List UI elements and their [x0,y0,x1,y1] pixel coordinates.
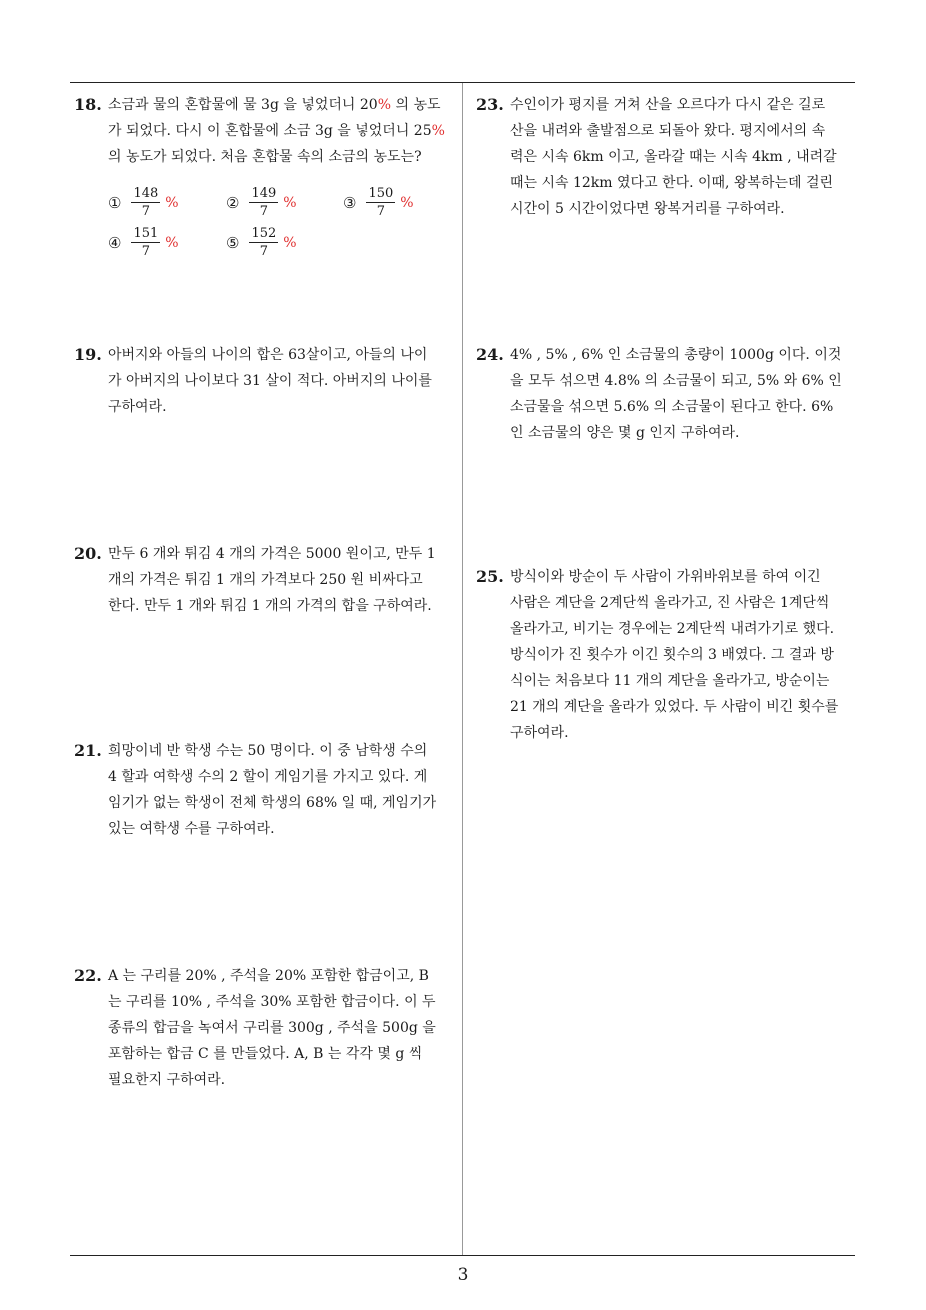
problem-line: 시간이 5 시간이었다면 왕복거리를 구하여라. [510,201,785,217]
problem-23 [476,92,861,222]
choice-4[interactable] [108,226,179,259]
choice-1[interactable] [108,186,179,219]
problem-line: 임기가 없는 학생이 전체 학생의 68% 일 때, 게임기가 [108,795,437,811]
problem-number: 21. [74,741,102,760]
problem-text [108,738,459,842]
problem-number: 24. [476,345,504,364]
problem-line: 희망이네 반 학생 수는 50 명이다. 이 중 남학생 수의 [108,743,428,759]
choice-5[interactable] [226,226,297,259]
choice-mark: ④ [108,233,122,252]
percent-sign: % [165,234,179,251]
problem-20 [74,541,459,619]
problem-number: 19. [74,345,102,364]
problem-line: 소금과 물의 혼합물에 물 3g 을 넣었더니 20% 의 농도 [108,97,441,113]
problem-line: 종류의 합금을 녹여서 구리를 300g , 주석을 500g 을 [108,1020,436,1036]
problem-line: 포함하는 합금 C 를 만들었다. A, B 는 각각 몇 g 씩 [108,1046,423,1062]
problem-line: 있는 여학생 수를 구하여라. [108,821,275,837]
problem-line: 가 아버지의 나이보다 31 살이 적다. 아버지의 나이를 [108,373,432,389]
problem-line: 수인이가 평지를 거쳐 산을 오르다가 다시 같은 길로 [510,97,826,113]
fraction [366,186,395,219]
problem-18 [74,92,459,170]
problem-line: 4 할과 여학생 수의 2 할이 게임기를 가지고 있다. 게 [108,769,428,785]
page-number: 3 [457,1265,469,1285]
problem-line: 4% , 5% , 6% 인 소금물의 총량이 1000g 이다. 이것 [510,347,842,363]
numerator: 148 [133,186,159,201]
bottom-rule [70,1255,855,1256]
problem-line: 식이는 처음보다 11 개의 계단을 올라가고, 방순이는 [510,673,830,689]
problem-line: 방식이가 진 횟수가 이긴 횟수의 3 배였다. 그 결과 방 [510,647,834,663]
problem-line: 만두 6 개와 튀김 4 개의 가격은 5000 원이고, 만두 1 [108,546,436,562]
percent-sign: % [165,194,179,211]
problem-text [108,92,459,170]
problem-text [510,564,861,746]
problem-line: 의 농도가 되었다. 처음 혼합물 속의 소금의 농도는? [108,149,422,165]
problem-line: 방식이와 방순이 두 사람이 가위바위보를 하여 이긴 [510,569,821,585]
problem-22 [74,963,459,1093]
denominator: 7 [376,204,385,219]
percent-sign: % [283,194,297,211]
problem-text [108,342,459,420]
choice-2[interactable] [226,186,297,219]
problem-line: 한다. 만두 1 개와 튀김 1 개의 가격의 합을 구하여라. [108,598,432,614]
problem-line: 21 개의 계단을 올라가 있었다. 두 사람이 비긴 횟수를 [510,699,839,715]
problem-25 [476,564,861,746]
problem-line: 는 구리를 10% , 주석을 30% 포함한 합금이다. 이 두 [108,994,436,1010]
choice-mark: ① [108,193,122,212]
problem-line: 가 되었다. 다시 이 혼합물에 소금 3g 을 넣었더니 25% [108,123,445,139]
percent-sign: % [400,194,414,211]
problem-line: 소금물을 섞으면 5.6% 의 소금물이 된다고 한다. 6% [510,399,834,415]
problem-line: 개의 가격은 튀김 1 개의 가격보다 250 원 비싸다고 [108,572,423,588]
problem-text [108,963,459,1093]
numerator: 150 [368,186,394,201]
fraction [131,186,160,219]
problem-line: 사람은 계단을 2계단씩 올라가고, 진 사람은 1계단씩 [510,595,830,611]
denominator: 7 [141,244,150,259]
choice-mark: ③ [343,193,357,212]
fraction [131,226,160,259]
choice-mark: ② [226,193,240,212]
problem-line: 산을 내려와 출발점으로 되돌아 왔다. 평지에서의 속 [510,123,826,139]
problem-line: 인 소금물의 양은 몇 g 인지 구하여라. [510,425,740,441]
problem-line: 구하여라. [108,399,167,415]
problem-text [108,541,459,619]
problem-19 [74,342,459,420]
fraction [249,226,278,259]
numerator: 151 [133,226,159,241]
choice-mark: ⑤ [226,233,240,252]
problem-number: 18. [74,95,102,114]
choice-3[interactable] [343,186,414,219]
problem-number: 20. [74,544,102,563]
numerator: 149 [251,186,277,201]
problem-line: 을 모두 섞으면 4.8% 의 소금물이 되고, 5% 와 6% 인 [510,373,842,389]
problem-line: 아버지와 아들의 나이의 합은 63살이고, 아들의 나이 [108,347,428,363]
numerator: 152 [251,226,277,241]
problem-line: 올라가고, 비기는 경우에는 2계단씩 내려가기로 했다. [510,621,835,637]
percent-sign: % [283,234,297,251]
denominator: 7 [141,204,150,219]
denominator: 7 [259,204,268,219]
problem-line: 필요한지 구하여라. [108,1072,226,1088]
problem-text [510,342,861,446]
problem-line: 구하여라. [510,725,569,741]
problem-21 [74,738,459,842]
problem-number: 25. [476,567,504,586]
fraction [249,186,278,219]
problem-24 [476,342,861,446]
problem-line: 력은 시속 6km 이고, 올라갈 때는 시속 4km , 내려갈 [510,149,837,165]
problem-line: A 는 구리를 20% , 주석을 20% 포함한 합금이고, B [108,968,429,984]
problem-number: 23. [476,95,504,114]
column-divider [462,83,463,1255]
problem-number: 22. [74,966,102,985]
problem-text [510,92,861,222]
problem-line: 때는 시속 12km 였다고 한다. 이때, 왕복하는데 걸린 [510,175,834,191]
denominator: 7 [259,244,268,259]
